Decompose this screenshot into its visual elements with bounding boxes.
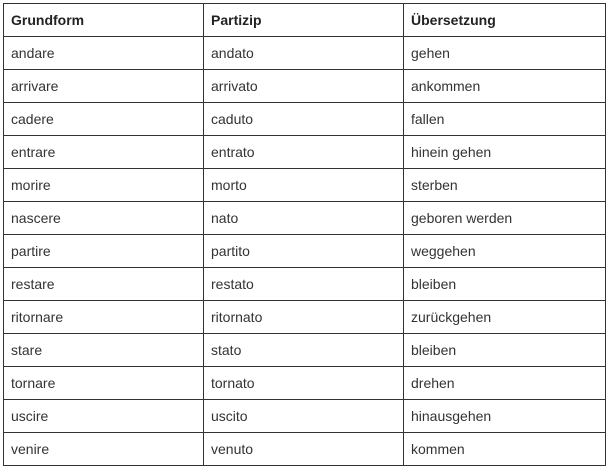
- verb-table: [3, 3, 606, 466]
- header-row: [4, 4, 606, 37]
- table-body: [4, 37, 606, 466]
- cell-uebersetzung: drehen: [404, 367, 606, 400]
- header-uebersetzung: Übersetzung: [404, 4, 606, 37]
- cell-uebersetzung: ankommen: [404, 70, 606, 103]
- cell-grundform: morire: [4, 169, 204, 202]
- cell-uebersetzung: hinausgehen: [404, 400, 606, 433]
- cell-partizip: ritornato: [204, 301, 404, 334]
- table-row: [4, 268, 606, 301]
- table-row: [4, 169, 606, 202]
- cell-uebersetzung: hinein gehen: [404, 136, 606, 169]
- cell-grundform: arrivare: [4, 70, 204, 103]
- cell-uebersetzung: bleiben: [404, 268, 606, 301]
- table-row: [4, 37, 606, 70]
- cell-partizip: restato: [204, 268, 404, 301]
- cell-partizip: venuto: [204, 433, 404, 466]
- cell-partizip: nato: [204, 202, 404, 235]
- cell-grundform: cadere: [4, 103, 204, 136]
- cell-grundform: ritornare: [4, 301, 204, 334]
- cell-partizip: entrato: [204, 136, 404, 169]
- cell-grundform: andare: [4, 37, 204, 70]
- header-partizip: Partizip: [204, 4, 404, 37]
- table-row: [4, 433, 606, 466]
- cell-partizip: caduto: [204, 103, 404, 136]
- table-row: [4, 367, 606, 400]
- cell-partizip: partito: [204, 235, 404, 268]
- cell-grundform: tornare: [4, 367, 204, 400]
- table-row: [4, 136, 606, 169]
- cell-uebersetzung: bleiben: [404, 334, 606, 367]
- cell-partizip: uscito: [204, 400, 404, 433]
- cell-grundform: venire: [4, 433, 204, 466]
- cell-grundform: nascere: [4, 202, 204, 235]
- cell-uebersetzung: zurückgehen: [404, 301, 606, 334]
- table-row: [4, 103, 606, 136]
- table-row: [4, 334, 606, 367]
- table-row: [4, 235, 606, 268]
- cell-grundform: stare: [4, 334, 204, 367]
- cell-grundform: uscire: [4, 400, 204, 433]
- table-header: [4, 4, 606, 37]
- cell-partizip: morto: [204, 169, 404, 202]
- cell-grundform: restare: [4, 268, 204, 301]
- cell-uebersetzung: gehen: [404, 37, 606, 70]
- cell-uebersetzung: fallen: [404, 103, 606, 136]
- cell-grundform: partire: [4, 235, 204, 268]
- cell-uebersetzung: sterben: [404, 169, 606, 202]
- cell-partizip: stato: [204, 334, 404, 367]
- table-row: [4, 400, 606, 433]
- cell-partizip: arrivato: [204, 70, 404, 103]
- cell-partizip: tornato: [204, 367, 404, 400]
- verb-table-container: [3, 3, 606, 466]
- table-row: [4, 70, 606, 103]
- cell-uebersetzung: weggehen: [404, 235, 606, 268]
- cell-uebersetzung: geboren werden: [404, 202, 606, 235]
- table-row: [4, 202, 606, 235]
- table-row: [4, 301, 606, 334]
- cell-grundform: entrare: [4, 136, 204, 169]
- header-grundform: Grundform: [4, 4, 204, 37]
- cell-partizip: andato: [204, 37, 404, 70]
- cell-uebersetzung: kommen: [404, 433, 606, 466]
